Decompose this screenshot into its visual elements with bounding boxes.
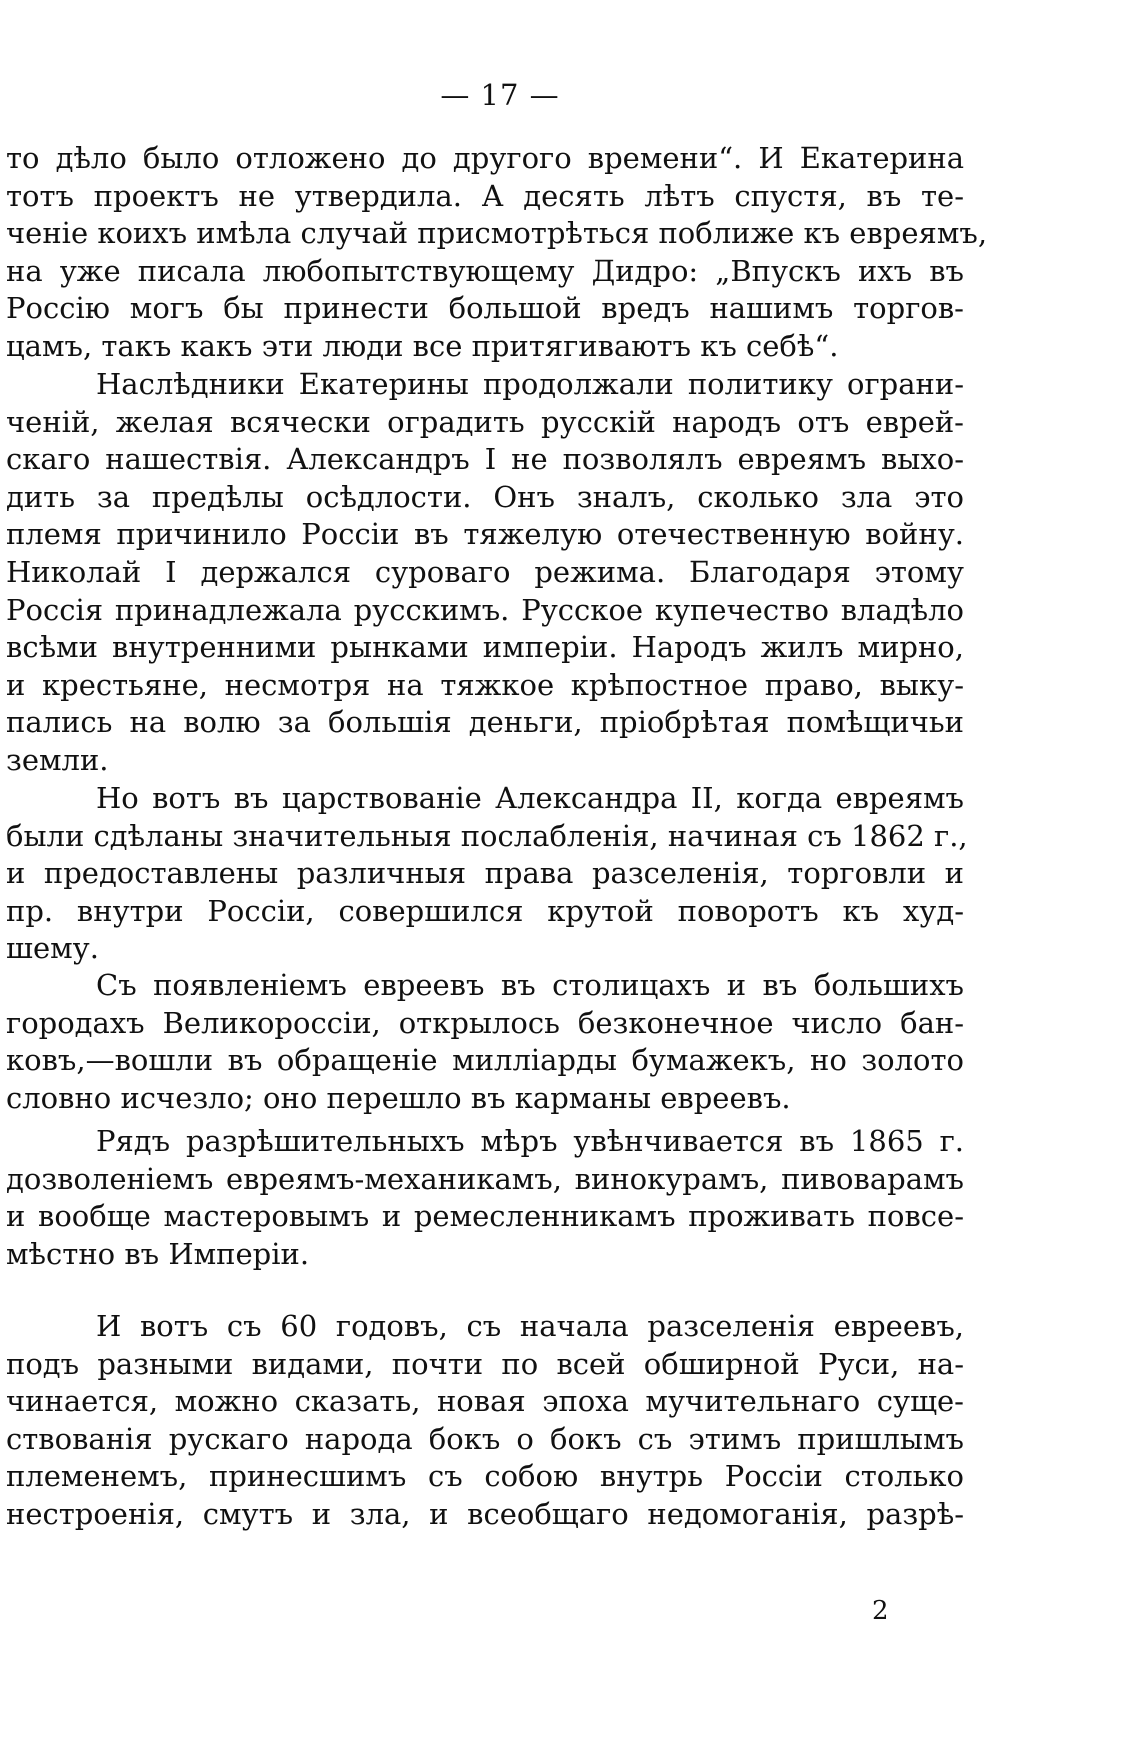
text-line: мѣстно въ Имперіи. xyxy=(6,1236,310,1271)
text-line: И вотъ съ 60 годовъ, съ начала разселенія евреевъ, xyxy=(96,1309,964,1343)
paragraph-4 xyxy=(6,967,964,1117)
paragraph-6 xyxy=(6,1308,964,1534)
text-line: и крестьяне, несмотря на тяжкое крѣпостное право, выку- xyxy=(6,667,964,702)
text-line: подъ разными видами, почти по всей обширной Руси, на- xyxy=(6,1346,964,1381)
text-line: нестроенія, смутъ и зла, и всеобщаго недомоганія, разрѣ- xyxy=(6,1496,964,1531)
text-line: Но вотъ въ царствованіе Александра II, когда евреямъ xyxy=(96,781,964,815)
text-line: тотъ проектъ не утвердила. А десять лѣтъ спустя, въ те- xyxy=(6,178,964,213)
text-line: Съ появленіемъ евреевъ въ столицахъ и въ большихъ xyxy=(96,968,964,1002)
signature-mark: 2 xyxy=(872,1596,889,1626)
text-line: Рядъ разрѣшительныхъ мѣръ увѣнчивается въ 1865 г. xyxy=(96,1124,964,1158)
text-line: племенемъ, принесшимъ съ собою внутрь Россіи столько xyxy=(6,1459,964,1494)
text-line: Николай I держался суроваго режима. Благодаря этому xyxy=(6,554,964,589)
text-line: Россія принадлежала русскимъ. Русское купечество владѣло xyxy=(6,592,964,627)
text-line: чинается, можно сказать, новая эпоха мучительнаго суще- xyxy=(6,1384,964,1419)
text-line: и предоставлены различныя права разселенія, торговли и xyxy=(6,856,964,891)
page-number: — 17 — xyxy=(440,78,560,112)
paragraph-2 xyxy=(6,366,964,780)
text-line: дозволеніемъ евреямъ-механикамъ, винокурамъ, пивоварамъ xyxy=(6,1161,964,1196)
text-line: и вообще мастеровымъ и ремесленникамъ проживать повсе- xyxy=(6,1199,964,1234)
text-line: были сдѣланы значительныя послабленія, начиная съ 1862 г., xyxy=(6,818,968,853)
text-line: ствованія рускаго народа бокъ о бокъ съ этимъ пришлымъ xyxy=(6,1421,964,1456)
text-line: шему. xyxy=(6,931,99,966)
text-line: Россію могъ бы принести большой вредъ нашимъ торгов- xyxy=(6,291,964,326)
paragraph-3 xyxy=(6,780,968,968)
text-line: городахъ Великороссіи, открылось безконечное число бан- xyxy=(6,1005,964,1040)
text-line: дить за предѣлы осѣдлости. Онъ зналъ, сколько зла это xyxy=(6,479,964,514)
text-line: ченіе коихъ имѣла случай присмотрѣться поближе къ евреямъ, xyxy=(6,216,988,251)
text-line: Наслѣдники Екатерины продолжали политику ограни- xyxy=(96,367,964,401)
text-line: всѣми внутренними рынками имперіи. Народъ жилъ мирно, xyxy=(6,630,964,665)
text-line: на уже писала любопытствующему Дидро: „Впускъ ихъ въ xyxy=(6,253,964,288)
paragraph-5 xyxy=(6,1123,964,1273)
text-line: цамъ, такъ какъ эти люди все притягиваютъ къ себѣ“. xyxy=(6,328,839,363)
paragraph-1 xyxy=(6,140,988,366)
text-line: ковъ,—вошли въ обращеніе милліарды бумажекъ, но золото xyxy=(6,1043,964,1078)
text-line: ченій, желая всячески оградить русскій народъ отъ еврей- xyxy=(6,404,964,439)
text-line: то дѣло было отложено до другого времени“. И Екатерина xyxy=(6,141,964,175)
text-line: племя причинило Россіи въ тяжелую отечественную войну. xyxy=(6,517,964,552)
text-line: пр. внутри Россіи, совершился крутой поворотъ къ худ- xyxy=(6,893,964,928)
text-line: земли. xyxy=(6,742,109,777)
text-line: словно исчезло; оно перешло въ карманы евреевъ. xyxy=(6,1080,791,1115)
text-line: пались на волю за большія деньги, пріобрѣтая помѣщичьи xyxy=(6,705,964,740)
text-line: скаго нашествія. Александръ I не позволялъ евреямъ выхо- xyxy=(6,442,964,477)
